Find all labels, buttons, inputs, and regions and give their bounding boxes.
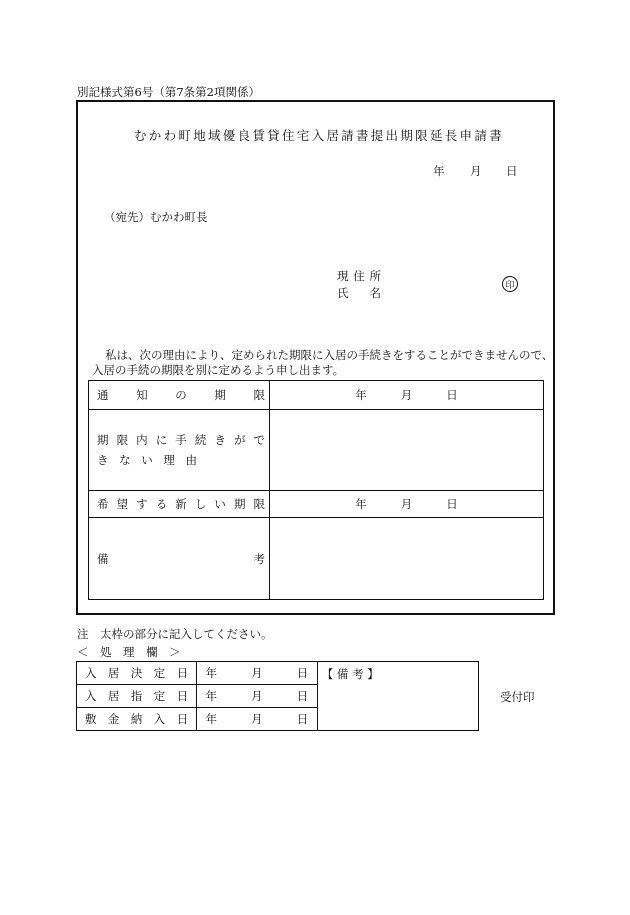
char: 入 [153, 712, 166, 726]
char: の [175, 388, 187, 402]
addressee: （宛先）むかわ町長 [104, 210, 208, 224]
char: 期 [400, 128, 413, 143]
note: 注 太枠の部分に記入してください。 [77, 627, 273, 641]
date-day: 日 [506, 164, 518, 178]
char: し [194, 497, 207, 511]
char: 名 [369, 286, 381, 300]
char: 理 [163, 453, 175, 467]
char: で [253, 433, 265, 447]
char: 居 [107, 689, 120, 703]
char: き [214, 433, 226, 447]
char: い [214, 497, 226, 511]
form-title [134, 126, 502, 144]
char: 長 [444, 128, 458, 143]
body-text-line2: 入居の手続の期限を別に定めるよう申し出ます。 [92, 363, 345, 377]
char: が [233, 433, 246, 447]
char: 所 [369, 269, 381, 283]
date-year: 年 [433, 164, 445, 178]
char: 知 [136, 388, 148, 402]
char: 限 [415, 128, 428, 143]
char: 日 [176, 689, 189, 703]
char: 宅 [296, 128, 310, 143]
receipt-stamp-label: 受付印 [500, 690, 535, 704]
char: 定 [153, 689, 166, 703]
remarks-value[interactable] [270, 518, 544, 600]
char: 現 [337, 269, 349, 283]
processing-row-date[interactable]: 年 月 日 [197, 685, 318, 708]
char: 良 [237, 128, 251, 143]
char: 入 [85, 689, 97, 703]
form-number: 別記様式第6号（第7条第2項関係） [77, 85, 260, 99]
char: 貸 [267, 128, 280, 143]
char: 域 [207, 128, 221, 143]
char: 優 [222, 128, 236, 143]
char: 通 [97, 388, 109, 402]
body-text-line1: 私は、次の理由により、定められた期限に入居の手続きをすることができませんので、 [105, 348, 554, 362]
processing-row-date[interactable]: 年 月 日 [197, 708, 318, 731]
char: 限 [253, 388, 265, 402]
char: 内 [136, 433, 148, 447]
reason-value[interactable] [270, 410, 544, 491]
processing-remarks[interactable]: 【 備 考 】 [317, 662, 478, 731]
char: 地 [193, 128, 206, 143]
char: 入 [311, 128, 325, 143]
char: 書 [355, 128, 369, 143]
char: 申 [459, 128, 473, 143]
char: 新 [175, 497, 187, 511]
char: 手 [175, 433, 187, 447]
notice-period-value[interactable]: 年 月 日 [270, 381, 544, 410]
processing-row-date[interactable]: 年 月 日 [197, 662, 318, 685]
char: に [155, 433, 168, 447]
char: 期 [233, 497, 246, 511]
char: 限 [253, 497, 265, 511]
char: 町 [178, 128, 191, 143]
seal-icon: 印 [502, 276, 518, 292]
char: 請 [341, 128, 354, 143]
char: 日 [176, 712, 189, 726]
char: か [148, 128, 162, 143]
char: い [141, 453, 153, 467]
char: 提 [370, 128, 384, 143]
char: わ [163, 128, 177, 143]
processing-row-label [77, 685, 197, 708]
char: 出 [385, 128, 399, 143]
char: 住 [353, 269, 365, 283]
char: 由 [185, 453, 197, 467]
char: 決 [130, 666, 143, 680]
char: 希 [97, 497, 109, 511]
application-table [88, 380, 544, 600]
name-label [337, 285, 381, 301]
char: む [134, 128, 147, 143]
char: 敷 [85, 712, 97, 726]
date-month: 月 [470, 164, 482, 178]
char: 期 [97, 433, 109, 447]
remarks-label: 備 考 [89, 518, 270, 600]
char: な [119, 453, 131, 467]
char: 指 [130, 689, 143, 703]
reason-label [89, 410, 270, 491]
char: す [136, 497, 148, 511]
desired-period-label [89, 491, 270, 518]
char: 期 [214, 388, 226, 402]
char: 入 [85, 666, 97, 680]
char: 限 [116, 433, 129, 447]
char: 定 [153, 666, 166, 680]
char: 書 [489, 128, 502, 143]
char: 日 [176, 666, 189, 680]
char: 延 [429, 128, 443, 143]
char: 居 [326, 128, 339, 143]
char: 氏 [337, 286, 349, 300]
char: 居 [107, 666, 120, 680]
char: き [97, 453, 109, 467]
char: 続 [194, 433, 207, 447]
char: 金 [107, 712, 120, 726]
char: 住 [281, 128, 295, 143]
processing-row-label [77, 708, 197, 731]
char: る [155, 497, 168, 511]
char: 望 [116, 497, 129, 511]
processing-header: ＜ 処 理 欄 ＞ [77, 645, 181, 659]
char: 請 [474, 128, 487, 143]
processing-row-label [77, 662, 197, 685]
notice-period-label [89, 381, 270, 410]
char: 賃 [252, 128, 265, 143]
address-label [337, 268, 381, 284]
char: 納 [130, 712, 143, 726]
processing-table [76, 661, 479, 731]
desired-period-value[interactable]: 年 月 日 [270, 491, 544, 518]
